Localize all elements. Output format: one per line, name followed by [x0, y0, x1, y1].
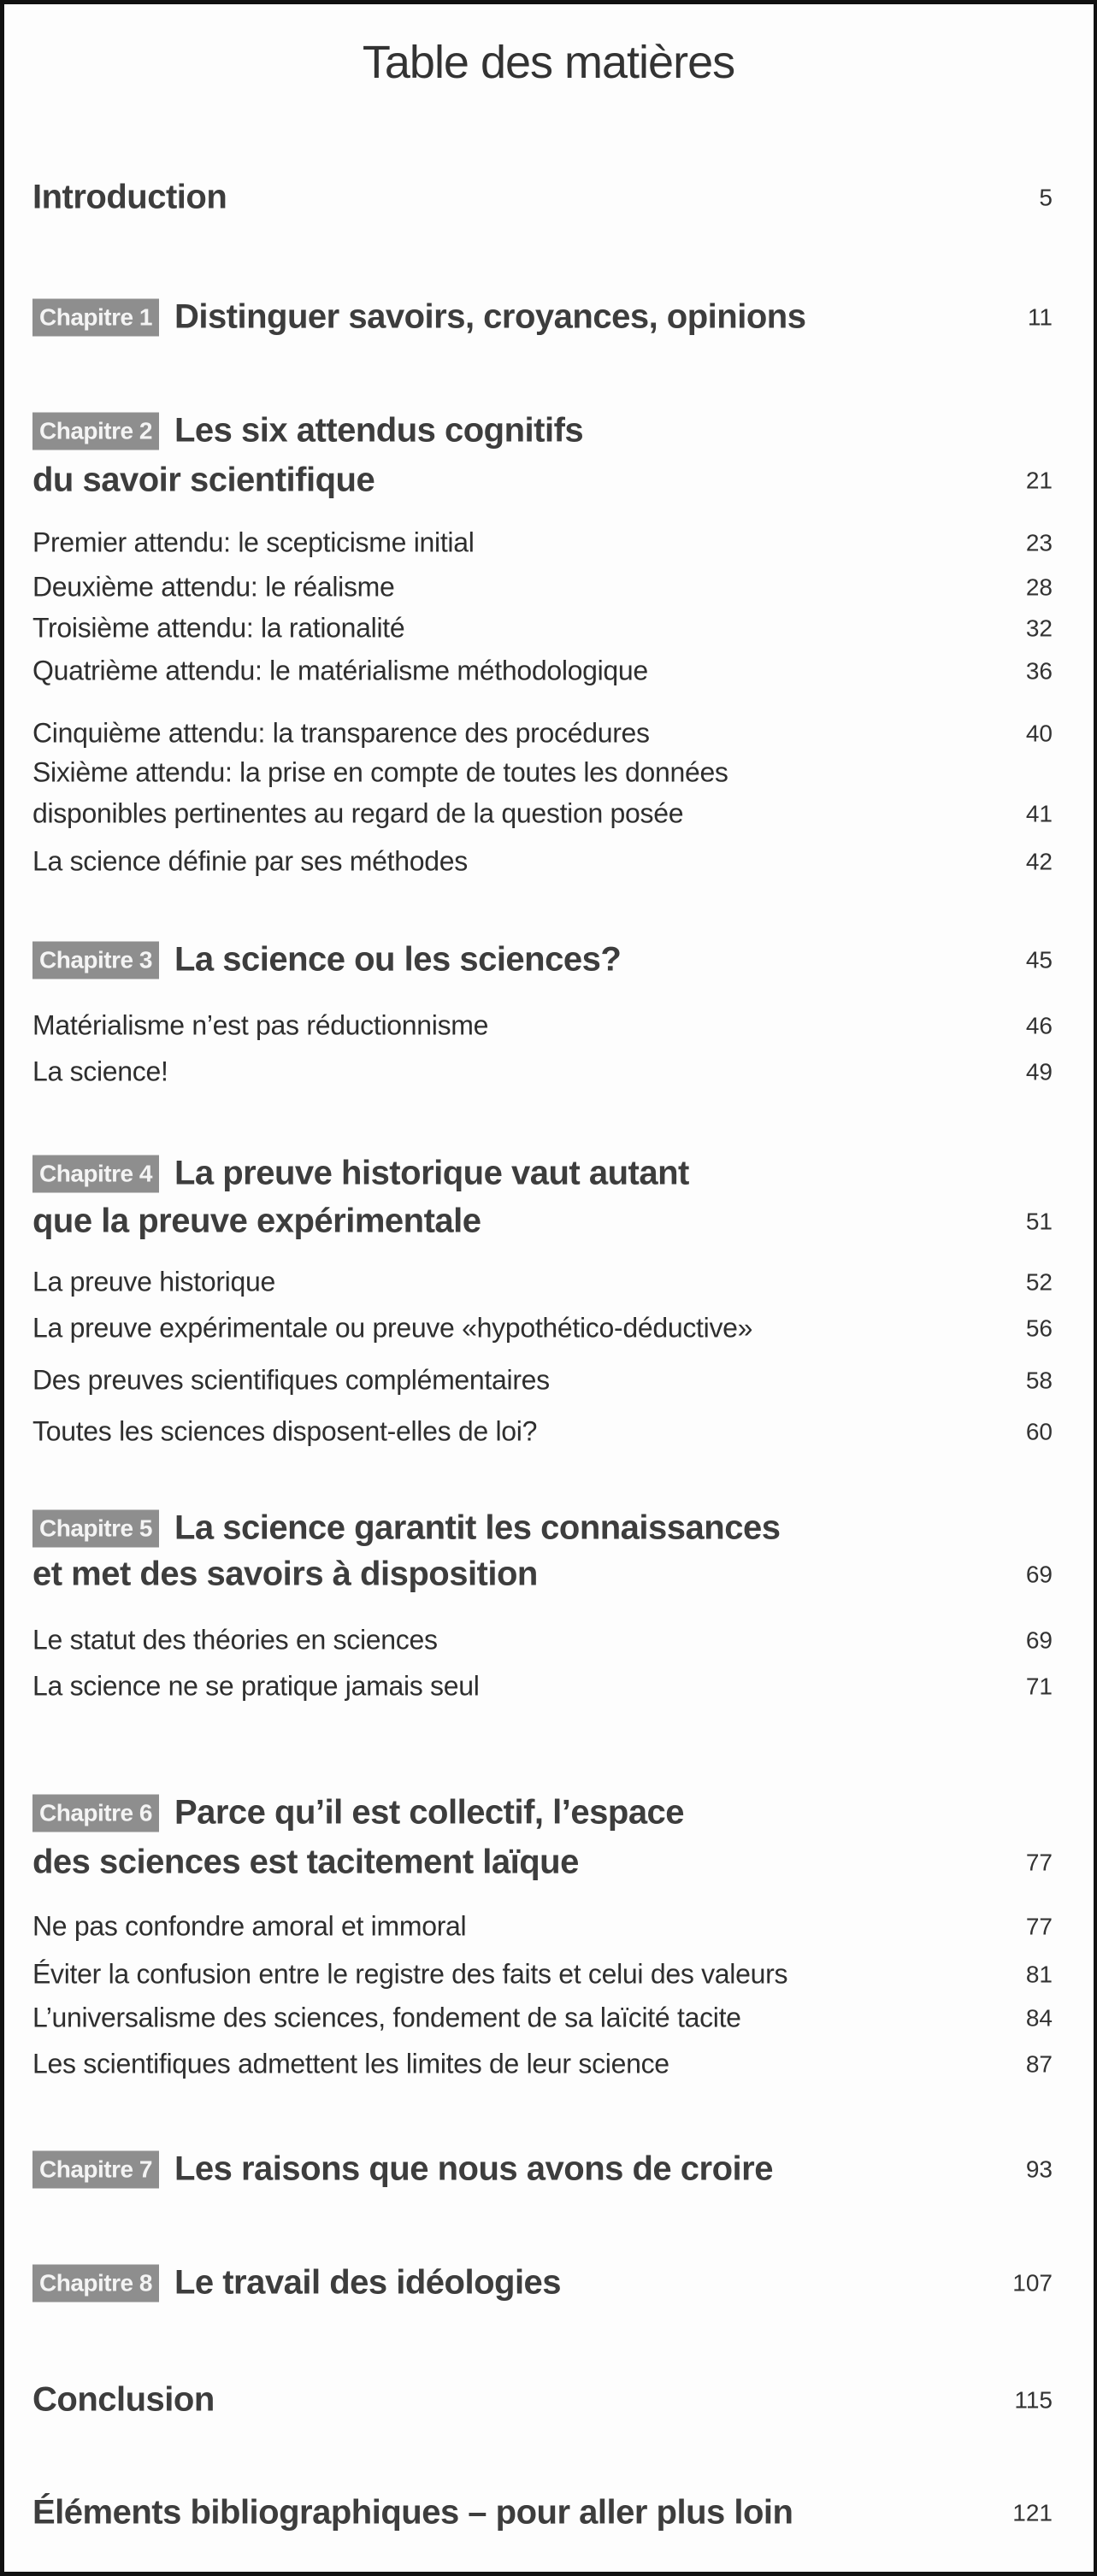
section-title: La preuve historique	[32, 1266, 275, 1297]
entry-label: Éléments bibliographiques – pour aller plus loin	[32, 2493, 793, 2532]
chapter-title: des sciences est tacitement laïque	[32, 1843, 579, 1881]
page-number: 93	[1025, 2155, 1053, 2182]
page-number: 21	[1025, 467, 1053, 493]
chapter-5-heading[interactable]	[32, 1509, 1053, 1548]
page-number: 69	[1025, 1561, 1053, 1587]
chapter-badge: Chapitre 4	[32, 1155, 159, 1192]
chapter-2-heading[interactable]	[32, 462, 1053, 500]
chapter-1-heading[interactable]	[32, 298, 1053, 337]
page-number: 42	[1025, 848, 1053, 874]
toc-entry-conclusion[interactable]	[32, 2381, 1053, 2420]
chapter-3-heading[interactable]	[32, 941, 1053, 979]
chapter-6-heading[interactable]	[32, 1794, 1053, 1832]
chapter-title: que la preuve expérimentale	[32, 1202, 481, 1240]
page-number: 49	[1025, 1058, 1053, 1085]
section-title: Matérialisme n’est pas réductionnisme	[32, 1009, 489, 1041]
section-entry[interactable]	[32, 2003, 1053, 2034]
page-number: 23	[1025, 529, 1053, 556]
chapter-badge: Chapitre 2	[32, 412, 159, 450]
section-title: Des preuves scientifiques complémentaires	[32, 1364, 550, 1396]
section-entry[interactable]	[32, 1416, 1053, 1448]
page-title: Table des matières	[362, 37, 735, 88]
chapter-2-heading[interactable]	[32, 412, 1053, 450]
chapter-title: La science garantit les connaissances	[174, 1509, 781, 1547]
chapter-badge: Chapitre 5	[32, 1509, 159, 1547]
section-title: Deuxième attendu: le réalisme	[32, 571, 395, 603]
section-entry[interactable]	[32, 1267, 1053, 1298]
chapter-title: du savoir scientifique	[32, 461, 375, 499]
page-number: 58	[1025, 1367, 1053, 1393]
page-number: 40	[1025, 720, 1053, 746]
chapter-title: La preuve historique vaut autant	[174, 1154, 689, 1192]
section-title: La science!	[32, 1056, 168, 1087]
page-number: 107	[1012, 2269, 1053, 2296]
chapter-title: Les raisons que nous avons de croire	[174, 2150, 773, 2188]
page-number: 77	[1025, 1849, 1053, 1875]
section-entry[interactable]	[32, 1911, 1053, 1943]
chapter-badge: Chapitre 7	[32, 2150, 159, 2188]
section-title: Éviter la confusion entre le registre des faits et celui des valeurs	[32, 1958, 788, 1990]
chapter-title: Parce qu’il est collectif, l’espace	[174, 1793, 685, 1832]
page-number: 45	[1025, 946, 1053, 973]
entry-label: Conclusion	[32, 2380, 215, 2419]
section-title: disponibles pertinentes au regard de la question posée	[32, 797, 684, 829]
page-number: 121	[1012, 2499, 1053, 2526]
chapter-7-heading[interactable]	[32, 2150, 1053, 2189]
section-entry[interactable]	[32, 527, 1053, 559]
section-title: Le statut des théories en sciences	[32, 1624, 438, 1656]
chapter-badge: Chapitre 1	[32, 298, 159, 336]
section-title: La science ne se pratique jamais seul	[32, 1670, 480, 1702]
section-entry[interactable]	[32, 846, 1053, 878]
page-number: 77	[1025, 1913, 1053, 1939]
section-title: Toutes les sciences disposent-elles de loi?	[32, 1415, 538, 1447]
section-title: Ne pas confondre amoral et immoral	[32, 1910, 467, 1942]
chapter-badge: Chapitre 8	[32, 2264, 159, 2302]
page-number: 84	[1025, 2004, 1053, 2031]
chapter-title: Le travail des idéologies	[174, 2263, 562, 2302]
section-entry[interactable]	[32, 1010, 1053, 1042]
page-number: 56	[1025, 1314, 1053, 1341]
chapter-title: La science ou les sciences?	[174, 940, 622, 979]
section-title: Cinquième attendu: la transparence des procédures	[32, 717, 650, 749]
section-entry[interactable]	[32, 1056, 1053, 1088]
section-title: La preuve expérimentale ou preuve «hypothético-déductive»	[32, 1312, 753, 1344]
section-entry[interactable]	[32, 1365, 1053, 1397]
page-number: 46	[1025, 1012, 1053, 1038]
toc-entry-introduction[interactable]	[32, 179, 1053, 217]
page-number: 81	[1025, 1961, 1053, 1987]
page-number: 87	[1025, 2050, 1053, 2077]
section-entry[interactable]	[32, 656, 1053, 687]
page-number: 115	[1014, 2386, 1053, 2413]
chapter-badge: Chapitre 3	[32, 941, 159, 979]
page-number: 11	[1027, 303, 1053, 330]
section-entry[interactable]	[32, 1959, 1053, 1991]
section-title: Premier attendu: le scepticisme initial	[32, 526, 475, 558]
page-number: 5	[1039, 184, 1053, 210]
section-entry[interactable]	[32, 718, 1053, 750]
chapter-title: Distinguer savoirs, croyances, opinions	[174, 297, 806, 336]
page-number: 51	[1025, 1208, 1053, 1234]
section-title: Quatrième attendu: le matérialisme méthodologique	[32, 655, 648, 686]
chapter-badge: Chapitre 6	[32, 1794, 159, 1832]
chapter-title: et met des savoirs à disposition	[32, 1555, 538, 1593]
chapter-8-heading[interactable]	[32, 2264, 1053, 2303]
section-entry[interactable]	[32, 757, 1053, 789]
chapter-4-heading[interactable]	[32, 1155, 1053, 1193]
chapter-5-heading[interactable]	[32, 1556, 1053, 1594]
chapter-4-heading[interactable]	[32, 1203, 1053, 1241]
section-title: Les scientifiques admettent les limites de leur science	[32, 2048, 669, 2079]
section-entry[interactable]	[32, 613, 1053, 644]
section-title: Sixième attendu: la prise en compte de toutes les données	[32, 756, 728, 788]
section-title: Troisième attendu: la rationalité	[32, 612, 405, 644]
section-entry[interactable]	[32, 2049, 1053, 2080]
page-number: 71	[1025, 1673, 1053, 1699]
toc-entry-bibliography[interactable]	[32, 2494, 1053, 2532]
chapter-6-heading[interactable]	[32, 1844, 1053, 1882]
page-number: 60	[1025, 1418, 1053, 1444]
section-entry[interactable]	[32, 1625, 1053, 1656]
page-number: 28	[1025, 573, 1053, 600]
page-number: 52	[1025, 1268, 1053, 1295]
section-title: L’universalisme des sciences, fondement de sa laïcité tacite	[32, 2002, 741, 2033]
chapter-title: Les six attendus cognitifs	[174, 411, 584, 450]
page-number: 36	[1025, 657, 1053, 684]
section-title: La science définie par ses méthodes	[32, 845, 468, 877]
page-number: 69	[1025, 1626, 1053, 1653]
section-entry[interactable]	[32, 572, 1053, 603]
page-number: 32	[1025, 615, 1053, 641]
page-number: 41	[1025, 800, 1053, 826]
section-entry[interactable]	[32, 1313, 1053, 1344]
section-entry[interactable]	[32, 1671, 1053, 1703]
entry-label: Introduction	[32, 178, 227, 216]
section-entry[interactable]	[32, 798, 1053, 830]
